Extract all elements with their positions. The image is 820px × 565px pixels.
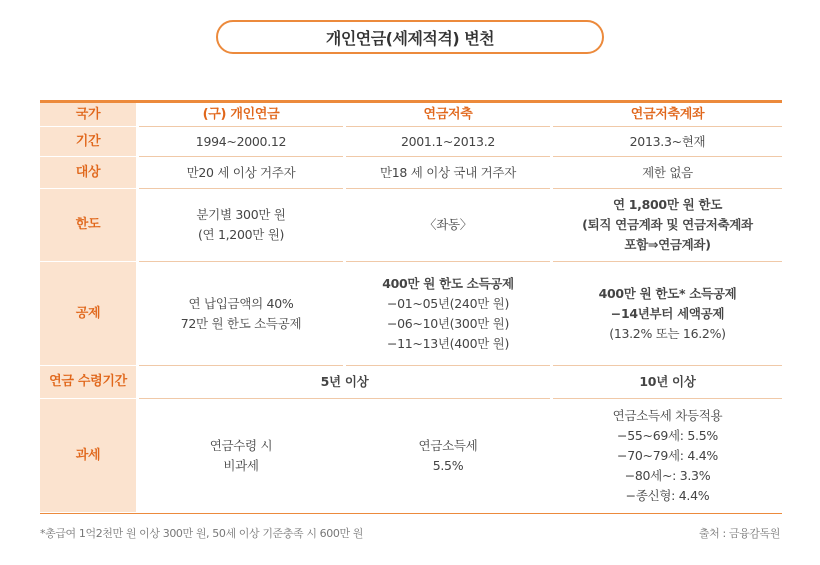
row-label-period: 기간	[40, 127, 136, 157]
cell-tax-c2: 연금소득세 5.5%	[418, 437, 478, 473]
row-label-deduction: 공제	[40, 262, 136, 366]
row-label-receipt: 연금 수령기간	[40, 366, 136, 399]
cell-target-c3: 제한 없음	[553, 157, 782, 189]
cell-receipt-c3: 10년 이상	[553, 366, 782, 399]
table-row	[40, 157, 782, 189]
cell-period-c3: 2013.3~현재	[553, 127, 782, 157]
header-old-pension: (구) 개인연금	[139, 103, 343, 127]
table-row	[40, 399, 782, 512]
pension-history-table	[40, 103, 782, 512]
header-pension-savings: 연금저축	[346, 103, 550, 127]
cell-target-c1: 만20 세 이상 거주자	[139, 157, 343, 189]
table-row	[40, 366, 782, 399]
row-label-limit: 한도	[40, 189, 136, 262]
row-label-tax: 과세	[40, 399, 136, 512]
cell-limit-c2: 〈좌동〉	[346, 189, 550, 262]
cell-limit-c3: 연 1,800만 원 한도 (퇴직 연금계좌 및 연금저축계좌 포함⇒연금계좌)	[553, 189, 782, 262]
cell-limit-c1: 분기별 300만 원 (연 1,200만 원)	[139, 189, 343, 262]
cell-deduction-c2: 400만 원 한도 소득공제 −01~05년(240만 원) −06~10년(300만 원) −11~13년(400만 원)	[346, 262, 550, 366]
row-label-target: 대상	[40, 157, 136, 189]
cell-target-c2: 만18 세 이상 국내 거주자	[346, 157, 550, 189]
header-country: 국가	[40, 103, 136, 127]
table-row	[40, 189, 782, 262]
table-row	[40, 127, 782, 157]
table-bottom-rule	[40, 513, 782, 514]
cell-receipt-c12: 5년 이상	[139, 366, 550, 399]
cell-deduction-c3: 400만 원 한도* 소득공제 −14년부터 세액공제 (13.2% 또는 16.2%)	[553, 262, 782, 366]
header-row	[40, 103, 782, 127]
cell-deduction-c1: 연 납입금액의 40% 72만 원 한도 소득공제	[139, 262, 343, 366]
page-title: 개인연금(세제적격) 변천	[216, 20, 604, 54]
footnote: *총급여 1억2천만 원 이상 300만 원, 50세 이상 기준충족 시 600만 원	[40, 527, 363, 540]
cell-period-c2: 2001.1~2013.2	[346, 127, 550, 157]
header-pension-account: 연금저축계좌	[553, 103, 782, 127]
source-credit: 출처 : 금융감독원	[698, 527, 780, 540]
cell-tax-c1: 연금수령 시 비과세	[209, 437, 273, 473]
cell-period-c1: 1994~2000.12	[139, 127, 343, 157]
table-row	[40, 262, 782, 366]
cell-tax-c3: 연금소득세 차등적용 −55~69세: 5.5% −70~79세: 4.4% −80세~: 3.3% −종신형: 4.4%	[612, 407, 723, 503]
